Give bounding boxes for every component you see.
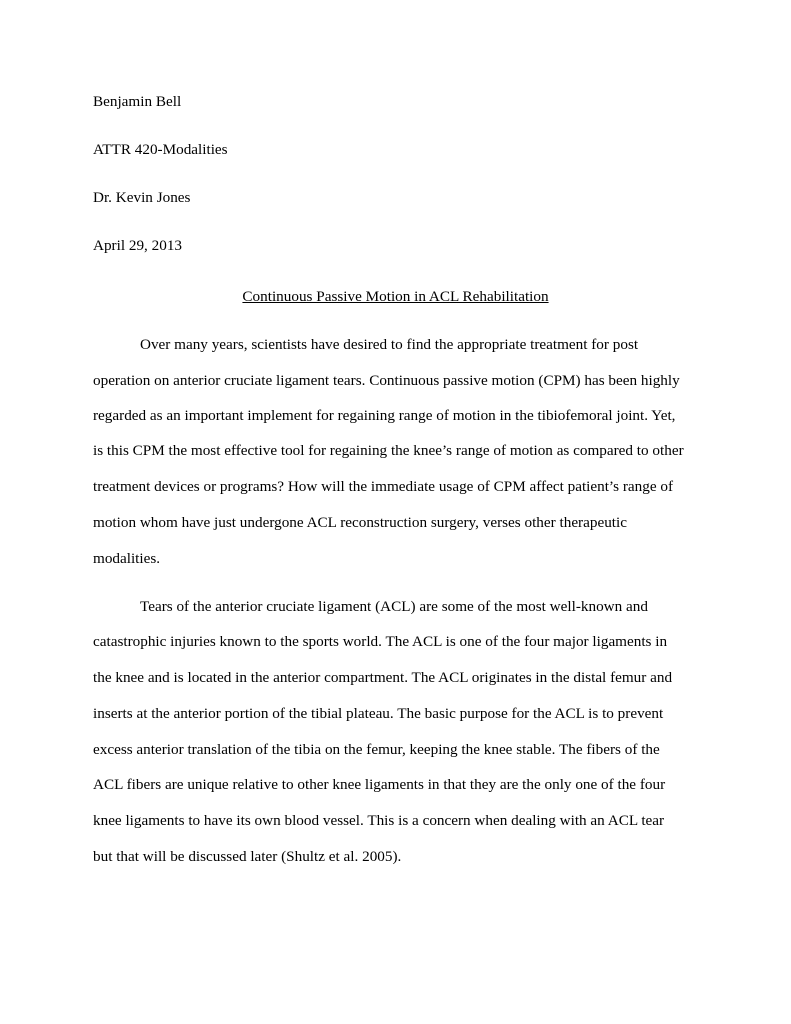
paragraph-line: motion whom have just undergone ACL reconstruction surgery, verses other therapeutic xyxy=(93,514,627,531)
paragraph-line: operation on anterior cruciate ligament tears. Continuous passive motion (CPM) has been highly xyxy=(93,372,680,389)
paragraph-line: knee ligaments to have its own blood vessel. This is a concern when dealing with an ACL tear xyxy=(93,812,665,829)
paragraph-line: excess anterior translation of the tibia on the femur, keeping the knee stable. The fibers of the xyxy=(93,741,660,758)
paragraph-line: Over many years, scientists have desired to find the appropriate treatment for post xyxy=(140,336,639,353)
paragraph-line: regarded as an important implement for regaining range of motion in the tibiofemoral joint. Yet, xyxy=(93,407,676,424)
course-name: ATTR 420-Modalities xyxy=(93,141,228,158)
paragraph-line: ACL fibers are unique relative to other knee ligaments in that they are the only one of the four xyxy=(93,776,666,793)
document-title: Continuous Passive Motion in ACL Rehabilitation xyxy=(242,288,549,305)
paragraph-line: the knee and is located in the anterior compartment. The ACL originates in the distal femur and xyxy=(93,669,673,686)
paragraph-line: Tears of the anterior cruciate ligament (ACL) are some of the most well-known and xyxy=(140,598,648,615)
paragraph-line: inserts at the anterior portion of the tibial plateau. The basic purpose for the ACL is to prevent xyxy=(93,705,664,722)
paragraph-line: catastrophic injuries known to the sports world. The ACL is one of the four major ligaments in xyxy=(93,633,668,650)
document-date: April 29, 2013 xyxy=(93,237,183,254)
instructor-name: Dr. Kevin Jones xyxy=(93,189,191,206)
paragraph-line: modalities. xyxy=(93,550,161,567)
author-name: Benjamin Bell xyxy=(93,93,182,110)
paragraph-line: is this CPM the most effective tool for regaining the knee’s range of motion as compared to other xyxy=(93,442,684,459)
paragraph-line: but that will be discussed later (Shultz et al. 2005). xyxy=(93,848,402,865)
paragraph-line: treatment devices or programs? How will the immediate usage of CPM affect patient’s range of xyxy=(93,478,674,495)
